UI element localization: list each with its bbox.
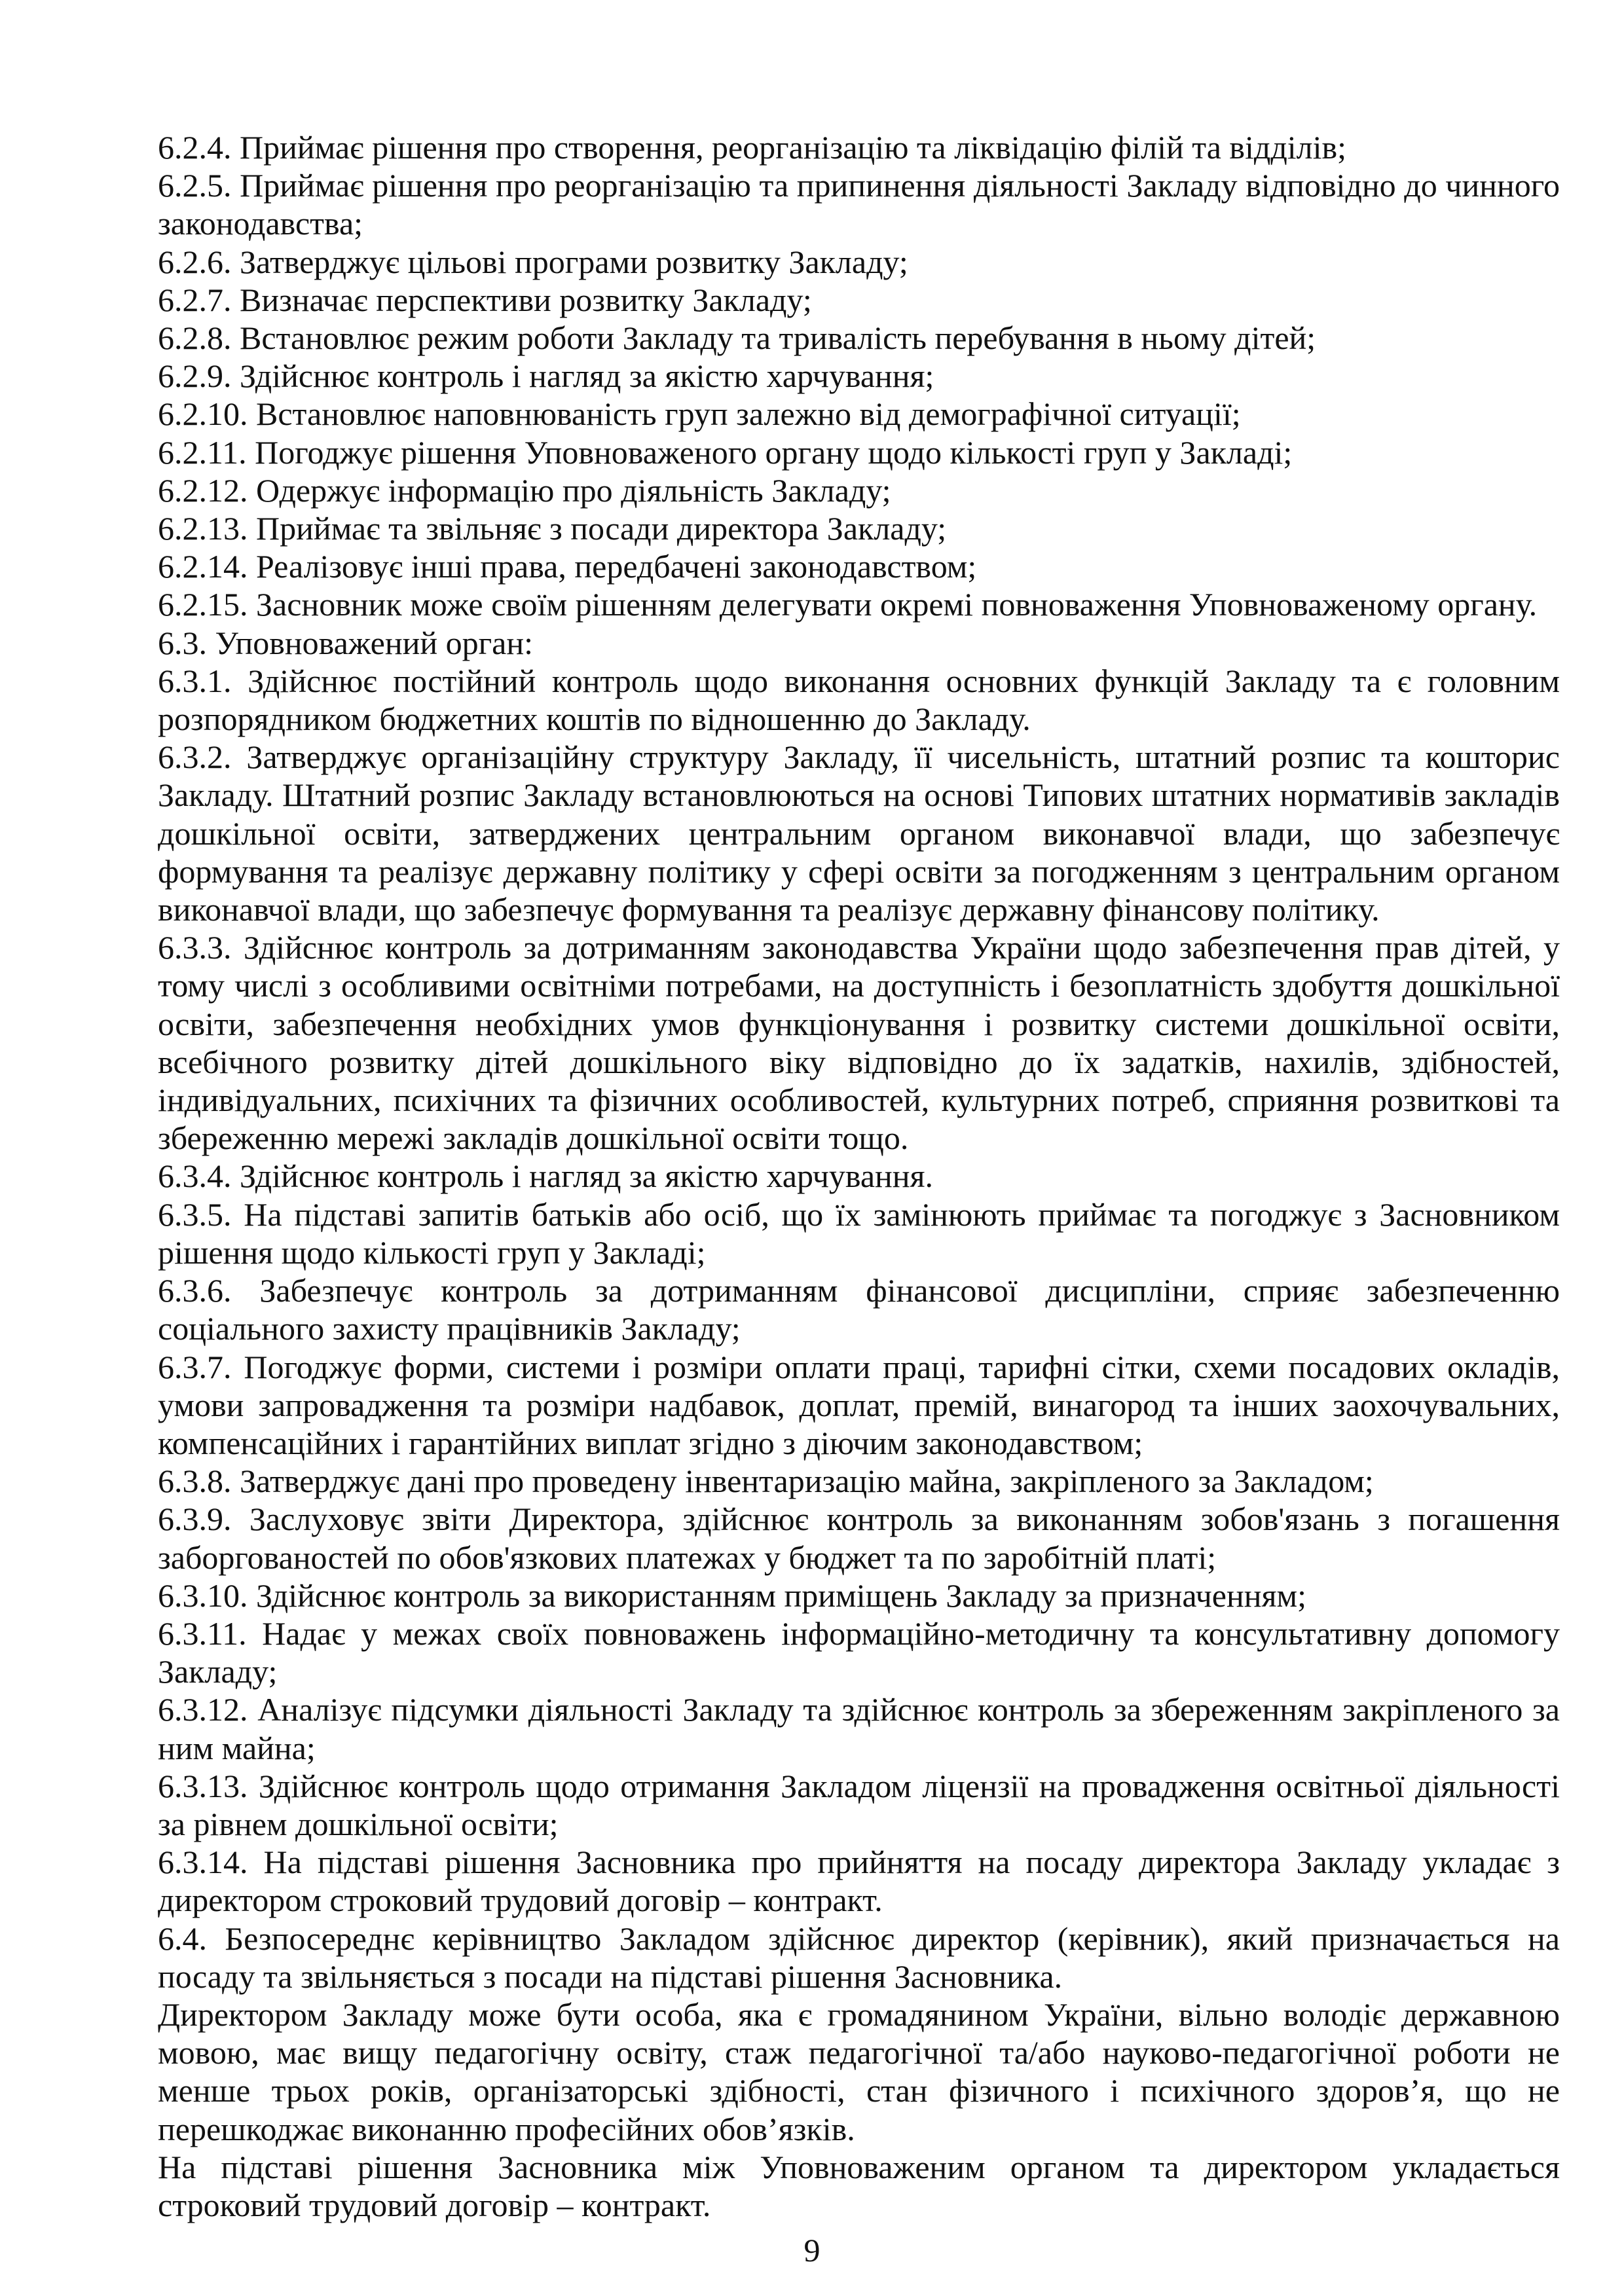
clause-6-3-12: 6.3.12. Аналізує підсумки діяльності Закладу та здійснює контроль за збереженням закріпленого за ним майна;	[158, 1691, 1560, 1766]
clause-6-2-11: 6.2.11. Погоджує рішення Уповноваженого органу щодо кількості груп у Закладі;	[158, 433, 1293, 471]
clause-6-2-9: 6.2.9. Здійснює контроль і нагляд за якістю харчування;	[158, 357, 934, 395]
clause-6-3-11: 6.3.11. Надає у межах своїх повноважень інформаційно-методичну та консультативну допомогу Закладу;	[158, 1614, 1560, 1690]
contract-paragraph: На підставі рішення Засновника між Уповноваженим органом та директором укладається строковий трудовий договір – контракт.	[158, 2148, 1560, 2223]
clause-6-3-10: 6.3.10. Здійснює контроль за використанням приміщень Закладу за призначенням;	[158, 1576, 1307, 1614]
clause-6-2-13: 6.2.13. Приймає та звільняє з посади директора Закладу;	[158, 510, 947, 547]
clause-6-3-4: 6.3.4. Здійснює контроль і нагляд за якістю харчування.	[158, 1157, 934, 1195]
clause-6-3-5: 6.3.5. На підставі запитів батьків або осіб, що їх замінюють приймає та погоджує з Засновником рішення щодо кількості груп у Закладі;	[158, 1195, 1560, 1271]
clause-6-3-8: 6.3.8. Затверджує дані про проведену інвентаризацію майна, закріпленого за Закладом;	[158, 1463, 1374, 1500]
clause-6-3-3: 6.3.3. Здійснює контроль за дотриманням законодавства України щодо забезпечення прав дітей, у тому числі з особливими освітніми потребами, на доступність і безоплатність здобуття дошкільної освіти, забезпечення необхідних умов функціонування і розвитку системи дошкільної освіти, всебічного розвитку дітей дошкільного віку відповідно до їх задатків, нахилів, здібностей, індивідуальних, психічних та фізичних особливостей, культурних потреб, сприяння розвиткові та збереженню мережі закладів дошкільної освіти тощо.	[158, 929, 1560, 1157]
page-number: 9	[803, 2232, 821, 2269]
clause-6-2-7: 6.2.7. Визначає перспективи розвитку Закладу;	[158, 281, 812, 318]
clause-6-2-6: 6.2.6. Затверджує цільові програми розвитку Закладу;	[158, 243, 908, 280]
clause-6-3-2: 6.3.2. Затверджує організаційну структуру Закладу, її чисельність, штатний розпис та кошторис Закладу. Штатний розпис Закладу встановлюються на основі Типових штатних нормативів закладів дошкільної освіти, затверджених центральним органом виконавчої влади, що забезпечує формування та реалізує державну політику у сфері освіти за погодженням з центральним органом виконавчої влади, що забезпечує формування та реалізує державну фінансову політику.	[158, 738, 1560, 928]
clause-6-3-7: 6.3.7. Погоджує форми, системи і розміри оплати праці, тарифні сітки, схеми посадових окладів, умови запровадження та розміри надбавок, доплат, премій, винагород та інших заохочувальних, компенсаційних і гарантійних виплат згідно з діючим законодавством;	[158, 1348, 1560, 1461]
clause-6-3-6: 6.3.6. Забезпечує контроль за дотриманням фінансової дисципліни, сприяє забезпеченню соціального захисту працівників Закладу;	[158, 1272, 1560, 1347]
clause-6-2-8: 6.2.8. Встановлює режим роботи Закладу та тривалість перебування в ньому дітей;	[158, 319, 1316, 357]
clause-6-4: 6.4. Безпосереднє керівництво Закладом здійснює директор (керівник), який призначається на посаду та звільняється з посади на підставі рішення Засновника.	[158, 1920, 1560, 1995]
clause-6-2-10: 6.2.10. Встановлює наповнюваність груп залежно від демографічної ситуації;	[158, 395, 1241, 433]
section-6-3-heading: 6.3. Уповноважений орган:	[158, 624, 533, 661]
clause-6-3-14: 6.3.14. На підставі рішення Засновника про прийняття на посаду директора Закладу укладає з директором строковий трудовий договір – контракт.	[158, 1844, 1560, 1919]
clause-6-2-5: 6.2.5. Приймає рішення про реорганізацію та припинення діяльності Закладу відповідно до чинного законодавства;	[158, 167, 1560, 242]
clause-6-2-15: 6.2.15. Засновник може своїм рішенням делегувати окремі повноваження Уповноваженому органу.	[158, 586, 1538, 623]
clause-6-3-13: 6.3.13. Здійснює контроль щодо отримання Закладом ліцензії на провадження освітньої діяльності за рівнем дошкільної освіти;	[158, 1767, 1560, 1842]
document-body	[158, 128, 1560, 2224]
clause-6-3-1: 6.3.1. Здійснює постійний контроль щодо виконання основних функцій Закладу та є головним розпорядником бюджетних коштів по відношенню до Закладу.	[158, 662, 1560, 738]
clause-6-2-12: 6.2.12. Одержує інформацію про діяльність Закладу;	[158, 471, 891, 509]
clause-6-2-4: 6.2.4. Приймає рішення про створення, реорганізацію та ліквідацію філій та відділів;	[158, 129, 1347, 166]
clause-6-3-9: 6.3.9. Заслуховує звіти Директора, здійснює контроль за виконанням зобов'язань з погашення заборгованостей по обов'язкових платежах у бюджет та по заробітній платі;	[158, 1501, 1560, 1576]
clause-6-2-14: 6.2.14. Реалізовує інші права, передбачені законодавством;	[158, 548, 977, 585]
director-requirements-paragraph: Директором Закладу може бути особа, яка є громадянином України, вільно володіє державною мовою, має вищу педагогічну освіту, стаж педагогічної та/або науково-педагогічної роботи не менше трьох років, організаторські здібності, стан фізичного і психічного здоров’я, що не перешкоджає виконанню професійних обов’язків.	[158, 1995, 1560, 2147]
